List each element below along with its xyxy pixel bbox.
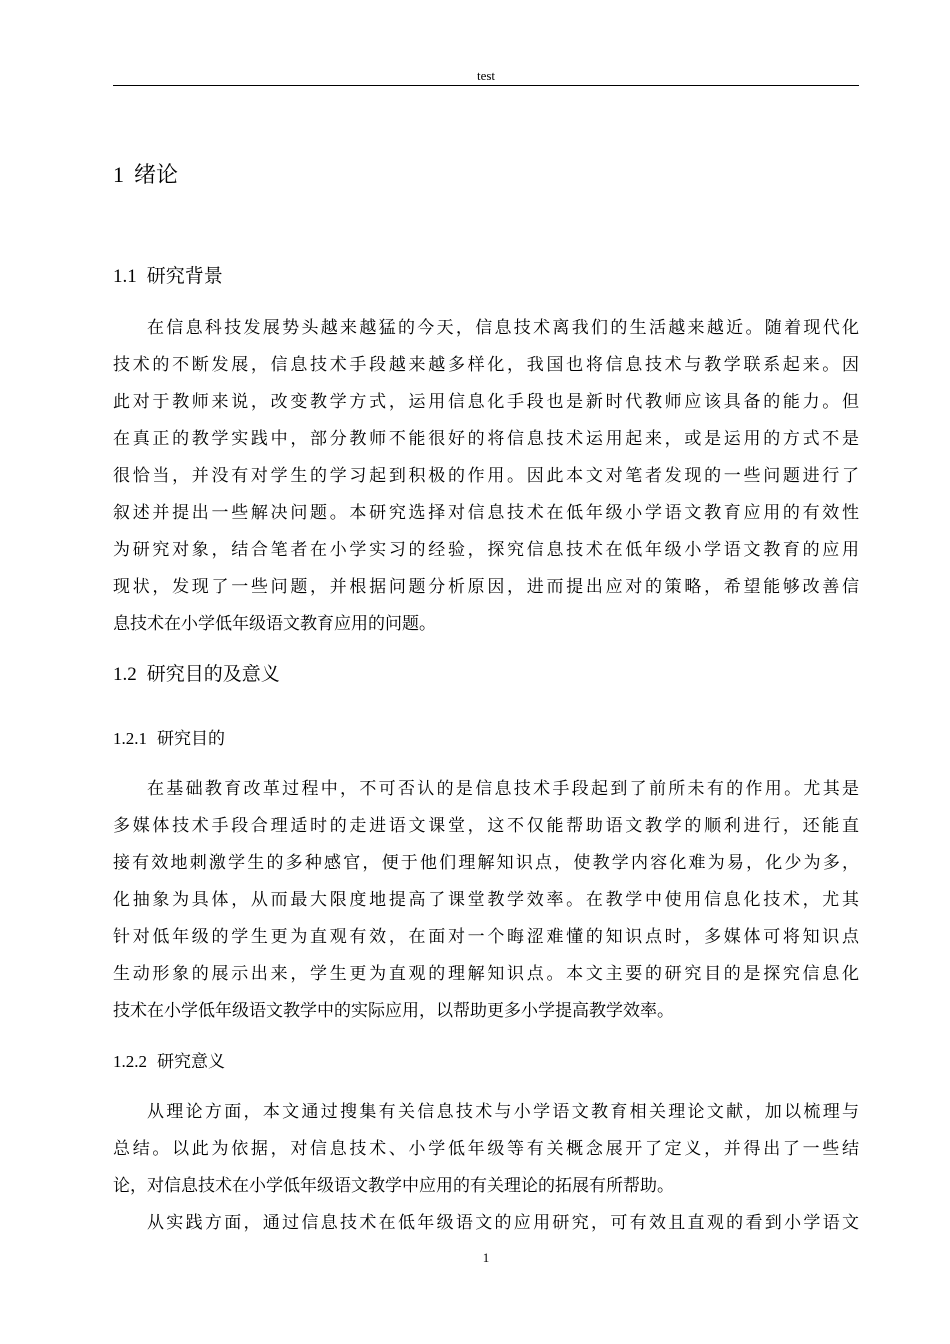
section-heading-1-2 (113, 661, 280, 688)
subsection-number: 1.2.2 (113, 1052, 147, 1071)
text-line: 技术在小学低年级语文教学中的实际应用，以帮助更多小学提高教学效率。 (113, 1001, 674, 1021)
section-title: 研究背景 (146, 265, 223, 287)
paragraph-research-purpose (113, 771, 859, 1030)
text-line: 在基础教育改革过程中，不可否认的是信息技术手段起到了前所未有的作用。尤其是 (147, 779, 859, 799)
text-line: 现状，发现了一些问题，并根据问题分析原因，进而提出应对的策略，希望能够改善信 (113, 577, 859, 597)
text-line: 从实践方面，通过信息技术在低年级语文的应用研究，可有效且直观的看到小学语文 (147, 1213, 859, 1233)
section-number: 1.1 (113, 266, 137, 287)
text-line: 此对于教师来说，改变教学方式，运用信息化手段也是新时代教师应该具备的能力。但 (113, 392, 859, 412)
text-line: 针对低年级的学生更为直观有效，在面对一个晦涩难懂的知识点时，多媒体可将知识点 (113, 927, 859, 947)
chapter-heading (113, 160, 178, 191)
text-line: 息技术在小学低年级语文教育应用的问题。 (113, 614, 436, 634)
text-line: 在信息科技发展势头越来越猛的今天，信息技术离我们的生活越来越近。随着现代化 (147, 318, 859, 338)
text-line: 技术的不断发展，信息技术手段越来越多样化，我国也将信息技术与教学联系起来。因 (113, 355, 859, 375)
text-line: 为研究对象，结合笔者在小学实习的经验，探究信息技术在低年级小学语文教育的应用 (113, 540, 859, 560)
section-number: 1.2 (113, 664, 137, 685)
text-line: 叙述并提出一些解决问题。本研究选择对信息技术在低年级小学语文教育应用的有效性 (113, 503, 859, 523)
paragraph-research-significance (113, 1094, 859, 1242)
running-header: test (476, 68, 496, 83)
header-divider (113, 85, 859, 86)
text-line: 化抽象为具体，从而最大限度地提高了课堂教学效率。在教学中使用信息化技术，尤其 (113, 890, 859, 910)
section-heading-1-1 (113, 263, 223, 290)
section-title: 研究目的及意义 (146, 663, 280, 685)
text-line: 多媒体技术手段合理适时的走进语文课堂，这不仅能帮助语文教学的顺利进行，还能直 (113, 816, 859, 836)
text-line: 在真正的教学实践中，部分教师不能很好的将信息技术运用起来，或是运用的方式不是 (113, 429, 859, 449)
page-number: 1 (482, 1250, 490, 1265)
subsection-title: 研究意义 (157, 1052, 225, 1072)
paragraph-research-background (113, 310, 859, 643)
subsection-title: 研究目的 (157, 729, 225, 749)
chapter-title: 绪论 (134, 163, 179, 188)
subsection-heading-1-2-2 (113, 1050, 225, 1074)
text-line: 生动形象的展示出来，学生更为直观的理解知识点。本文主要的研究目的是探究信息化 (113, 964, 859, 984)
text-line: 从理论方面，本文通过搜集有关信息技术与小学语文教育相关理论文献，加以梳理与 (147, 1102, 859, 1122)
text-line: 论，对信息技术在小学低年级语文教学中应用的有关理论的拓展有所帮助。 (113, 1176, 674, 1196)
text-line: 接有效地刺激学生的多种感官，便于他们理解知识点，使教学内容化难为易，化少为多， (113, 853, 859, 873)
subsection-heading-1-2-1 (113, 727, 225, 751)
text-line: 总结。以此为依据，对信息技术、小学低年级等有关概念展开了定义，并得出了一些结 (113, 1139, 859, 1159)
chapter-number: 1 (113, 162, 124, 187)
text-line: 很恰当，并没有对学生的学习起到积极的作用。因此本文对笔者发现的一些问题进行了 (113, 466, 859, 486)
subsection-number: 1.2.1 (113, 729, 147, 748)
